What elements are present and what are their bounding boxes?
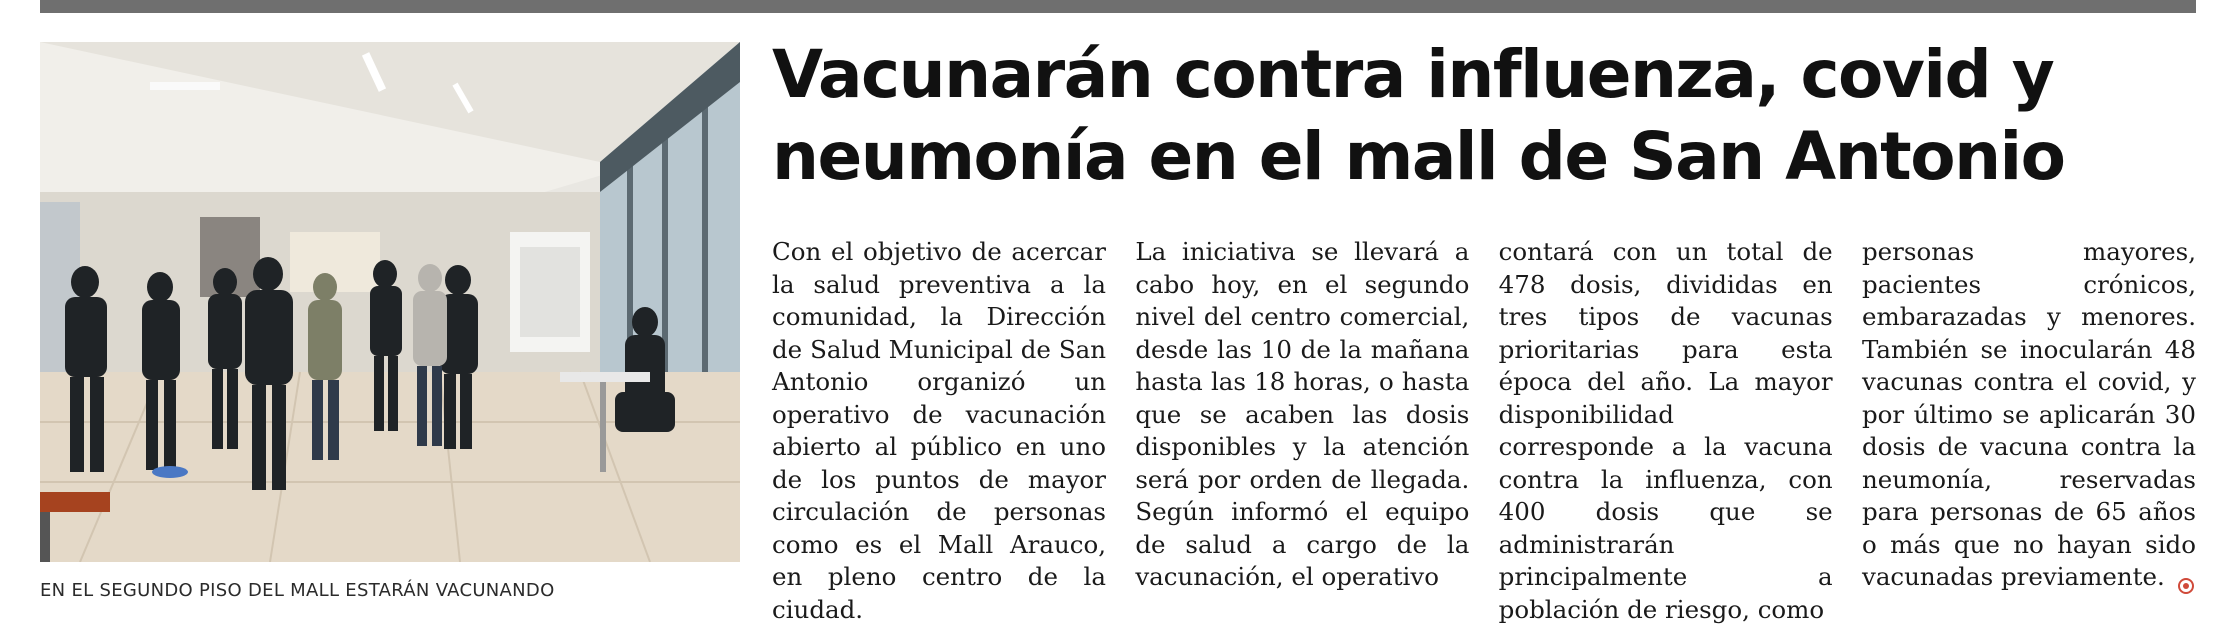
headline-line-2: neumonía en el mall de San Antonio: [772, 118, 2065, 195]
body-columns: [772, 236, 2196, 624]
end-of-article-icon: [2178, 578, 2194, 594]
body-column-3: [1498, 236, 1833, 624]
article-photo: [40, 42, 740, 562]
headline-line-1: Vacunarán contra influenza, covid y: [772, 36, 2054, 113]
paragraph: La iniciativa se llevará a cabo hoy, en el segundo nivel del centro comercial, desde las 10 de la mañana hasta las 18 horas, o hasta que se acaben las dosis disponibles y la atención será por orden de llegada. Según informó el equipo de salud a cargo de la vacunación, el operativo: [1135, 237, 1470, 591]
body-column-4: [1862, 236, 2196, 616]
paragraph: contará con un total de 478 dosis, divididas en tres tipos de vacunas prioritarias para esta época del año. La mayor disponibilidad corresponde a la vacuna contra la influenza, con 400 dosis que se administrarán principalmente a población de riesgo, como: [1498, 237, 1833, 624]
body-column-1: [772, 236, 1106, 624]
body-column-2: [1135, 236, 1469, 616]
paragraph: Con el objetivo de acercar la salud preventiva a la comunidad, la Dirección de Salud Municipal de San Antonio organizó un operativo de vacunación abierto al público en uno de los puntos de mayor circulación de personas como es el Mall Arauco, en pleno centro de la ciudad.: [772, 237, 1106, 624]
top-rule: [40, 0, 2196, 13]
headline: [772, 34, 2202, 198]
photo-caption: EN EL SEGUNDO PISO DEL MALL ESTARÁN VACUNANDO: [40, 580, 555, 601]
paragraph: personas mayores, pacientes crónicos, embarazadas y menores. También se inocularán 48 vacunas contra el covid, y por último se aplicarán 30 dosis de vacuna contra la neumonía, reservadas para personas de 65 años o más que no hayan sido vacunadas previamente.: [1861, 237, 2196, 591]
